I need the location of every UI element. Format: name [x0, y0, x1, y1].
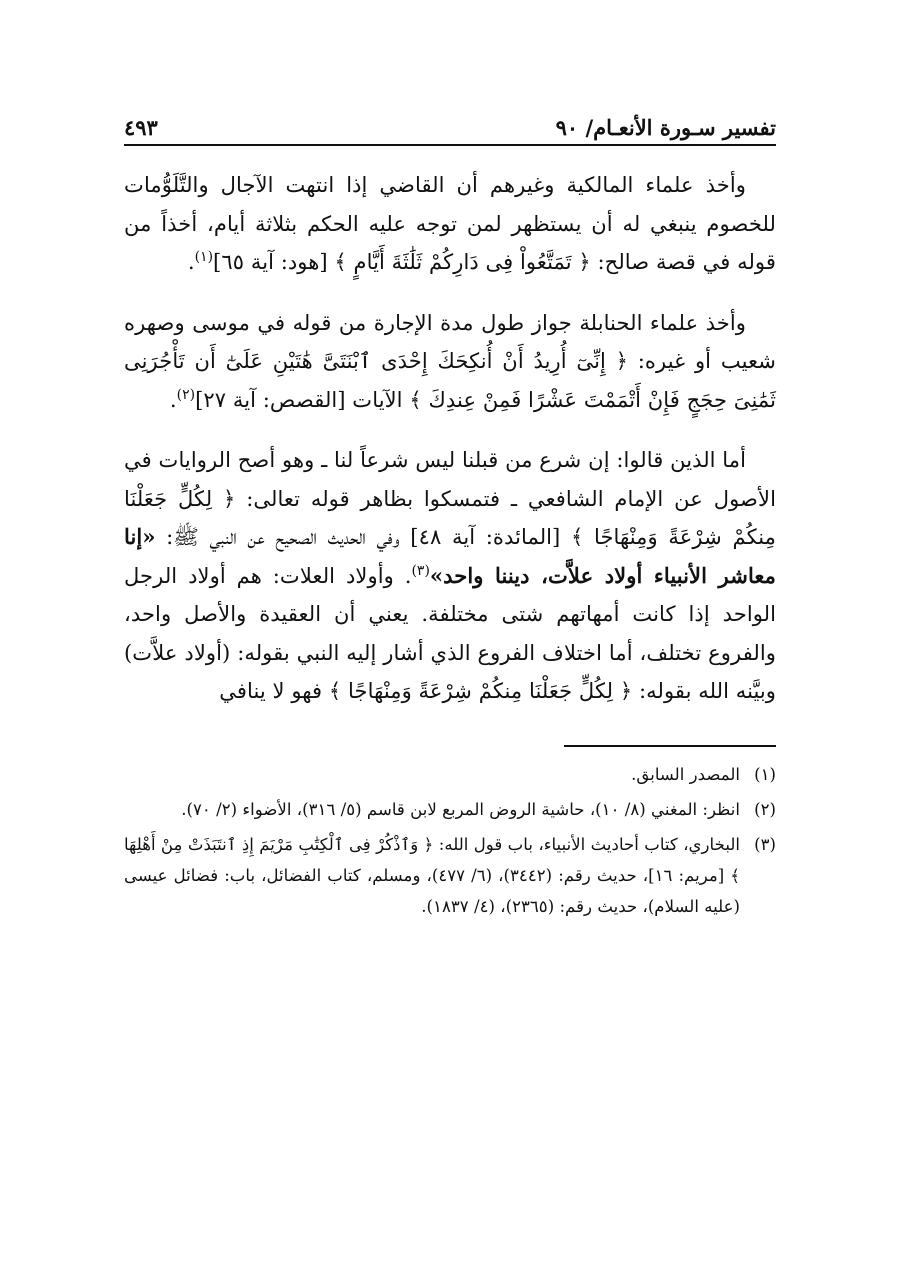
quran-quote: ﴿ لِكُلٍّ جَعَلْنَا مِنكُمْ شِرْعَةً وَمِنْهَاجًا ﴾: [124, 485, 777, 549]
text-run: . وأولاد العلات: هم أولاد الرجل الواحد إذا كانت أمهاتهم شتى مختلفة. يعني أن العقيدة والأصل واحد، والفروع تختلف، أما اختلاف الفروع الذي أشار إليه النبي بقوله: (أولاد علاَّت) وبيَّنه الله بقوله:: [124, 562, 776, 703]
footnote-separator: [564, 745, 776, 747]
document-page: [124, 104, 776, 1204]
quran-quote: ﴿ إِنِّىٓ أُرِيدُ أَنْ أُنكِحَكَ إِحْدَى ٱبْنَتَىَّ هَٰتَيْنِ عَلَىٰٓ أَن تَأْجُرَنِى ثَمَٰنِىَ حِجَجٍ فَإِنْ أَتْمَمْتَ عَشْرًا فَمِنْ عِندِكَ ﴾: [124, 348, 776, 412]
text-run: فهو لا ينافي: [219, 678, 329, 703]
footnote-marker: (٢): [176, 386, 196, 403]
text-run: [هود: آية ٦٥]: [213, 249, 335, 274]
paragraph: [124, 441, 776, 711]
header-rule: [124, 144, 776, 146]
footnote-text: انظر: المغني (٨/ ١٠)، حاشية الروض المربع لابن قاسم (٥/ ٣١٦)، الأضواء (٢/ ٧٠).: [181, 799, 740, 819]
footnote-item: [124, 794, 776, 825]
footnote-number: (١): [754, 764, 776, 784]
text-run: وأخذ علماء المالكية وغيرهم أن القاضي إذا انتهت الآجال والتَّلَوُّمات للخصوم ينبغي له أن يستظهر لمن توجه عليه الحكم بثلاثة أيام، أخذاً من قوله في قصة صالح:: [124, 172, 776, 274]
text-run: الآيات [القصص: آية ٢٧]: [195, 386, 410, 412]
running-header: [124, 104, 776, 140]
footnote-marker: (٣): [411, 562, 430, 579]
footnote-text: المصدر السابق.: [631, 764, 740, 784]
paragraph: [124, 304, 776, 420]
text-run: وأخذ علماء الحنابلة جواز طول مدة الإجارة من قوله في موسى وصهره شعيب أو غيره:: [124, 309, 776, 373]
quran-quote: ﴿ تَمَتَّعُواْ فِى دَارِكُمْ ثَلَٰثَةَ أَيَّامٍ ﴾: [334, 249, 591, 274]
footnote-marker: (١): [194, 248, 214, 265]
text-run: .: [169, 386, 177, 412]
running-title: تفسير سـورة الأنعـام/ ٩٠: [555, 115, 776, 140]
footnote-text: البخاري، كتاب أحاديث الأنبياء، باب قول الله: ﴿ وَٱذْكُرْ فِى ٱلْكِتَٰبِ مَرْيَمَ إِذِ ٱنتَبَذَتْ مِنْ أَهْلِهَا ﴾ [مريم: ١٦]، حديث رقم: (٣٤٤٢)، (٦/ ٤٧٧)، ومسلم، كتاب الفضائل، باب: فضائل عيسى (عليه السلام)، حديث رقم: (٢٣٦٥)، (٤/ ١٨٣٧).: [124, 834, 740, 916]
paragraph: [124, 166, 776, 282]
footnote-item: [124, 829, 776, 922]
quran-quote: ﴿ لِكُلٍّ جَعَلْنَا مِنكُمْ شِرْعَةً وَمِنْهَاجًا ﴾: [328, 678, 633, 703]
text-run: .: [187, 249, 195, 274]
text-run: [المائدة: آية ٤٨] وفي الحديث الصحيح عن النبي ﷺ:: [155, 524, 571, 549]
main-text: [124, 166, 776, 711]
footnote-number: (٢): [754, 799, 776, 819]
page-number: ٤٩٣: [124, 115, 158, 140]
text-run: أما الذين قالوا: إن شرع من قبلنا ليس شرعاً لنا ـ وهو أصح الروايات في الأصول عن الإمام الشافعي ـ فتمسكوا بظاهر قوله تعالى:: [124, 447, 776, 511]
hadith-quote: «إنا معاشر الأنبياء أولاد علاَّت، ديننا واحد»: [124, 524, 776, 588]
footnote-item: [124, 759, 776, 790]
footnotes: [124, 759, 776, 922]
footnote-number: (٣): [754, 834, 776, 854]
